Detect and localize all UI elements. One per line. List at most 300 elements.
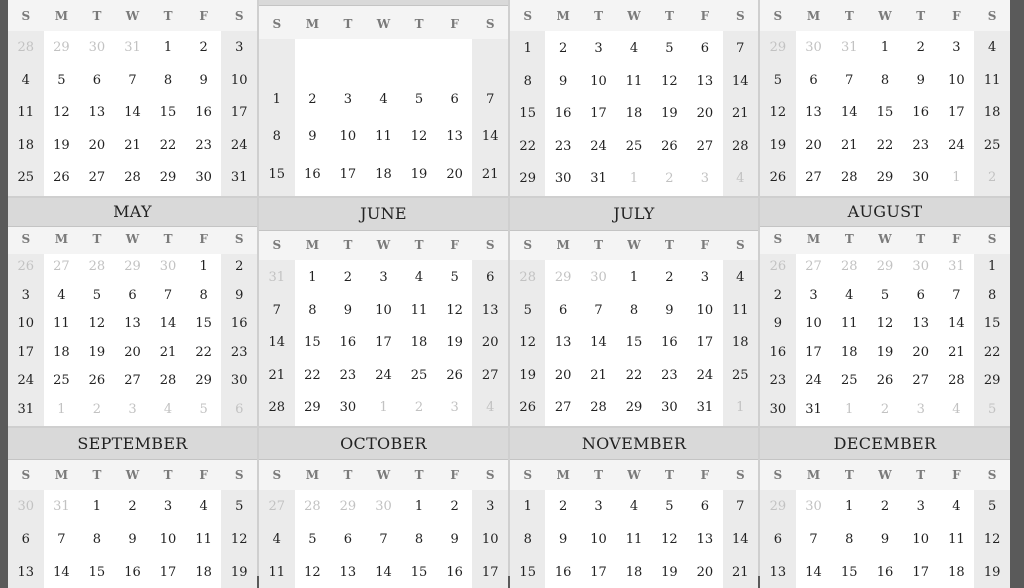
day-cell[interactable]: 9: [773, 316, 782, 331]
day-cell[interactable]: 12: [410, 129, 428, 144]
day-cell[interactable]: 8: [523, 532, 532, 547]
day-cell[interactable]: 4: [486, 400, 495, 415]
day-cell[interactable]: 18: [948, 565, 965, 580]
day-cell[interactable]: 20: [805, 137, 822, 153]
day-cell[interactable]: 5: [665, 41, 674, 56]
day-cell[interactable]: 9: [559, 532, 568, 547]
day-cell[interactable]: 29: [554, 270, 572, 285]
day-cell[interactable]: 17: [159, 565, 177, 580]
day-cell[interactable]: 8: [414, 532, 424, 547]
day-cell[interactable]: 8: [523, 73, 532, 89]
day-cell[interactable]: 26: [769, 170, 787, 185]
day-cell[interactable]: 2: [343, 270, 353, 285]
day-cell[interactable]: 12: [230, 532, 248, 547]
day-cell[interactable]: 26: [17, 259, 35, 274]
day-cell[interactable]: 30: [554, 171, 572, 186]
day-cell[interactable]: 6: [700, 41, 709, 56]
day-cell[interactable]: 24: [17, 373, 35, 388]
day-cell[interactable]: 30: [661, 400, 678, 415]
day-cell[interactable]: 11: [410, 302, 428, 318]
day-cell[interactable]: 4: [163, 401, 173, 417]
day-cell[interactable]: 5: [57, 72, 66, 88]
day-cell[interactable]: 26: [519, 400, 536, 415]
day-cell[interactable]: 7: [845, 72, 854, 88]
day-cell[interactable]: 11: [17, 105, 35, 120]
day-cell[interactable]: 28: [268, 400, 286, 415]
day-cell[interactable]: 10: [375, 302, 392, 318]
day-cell[interactable]: 4: [736, 171, 745, 186]
day-cell[interactable]: 18: [841, 344, 858, 360]
day-cell[interactable]: 13: [696, 73, 714, 89]
day-cell[interactable]: 12: [519, 335, 536, 350]
day-cell[interactable]: 17: [590, 106, 607, 121]
day-cell[interactable]: 15: [268, 166, 286, 182]
day-cell[interactable]: 31: [230, 170, 248, 185]
day-cell[interactable]: 1: [414, 499, 424, 514]
day-cell[interactable]: 18: [17, 137, 35, 153]
day-cell[interactable]: 4: [629, 41, 639, 56]
day-cell[interactable]: 24: [590, 138, 607, 154]
day-cell[interactable]: 2: [128, 499, 137, 514]
day-cell[interactable]: 12: [88, 316, 106, 331]
day-cell[interactable]: 9: [199, 72, 208, 88]
day-cell[interactable]: 13: [446, 129, 463, 144]
day-cell[interactable]: 5: [308, 532, 317, 547]
day-cell[interactable]: 5: [988, 499, 997, 514]
day-cell[interactable]: 1: [272, 91, 281, 107]
day-cell[interactable]: 27: [912, 373, 929, 388]
day-cell[interactable]: 18: [195, 565, 212, 580]
day-cell[interactable]: 1: [199, 259, 208, 274]
day-cell[interactable]: 2: [559, 499, 568, 514]
day-cell[interactable]: 3: [235, 40, 244, 55]
day-cell[interactable]: 16: [769, 344, 787, 360]
day-cell[interactable]: 3: [700, 171, 709, 186]
day-cell[interactable]: 26: [876, 373, 894, 388]
day-cell[interactable]: 26: [88, 373, 106, 388]
day-cell[interactable]: 6: [343, 532, 353, 547]
day-cell[interactable]: 31: [841, 40, 858, 55]
day-cell[interactable]: 13: [769, 565, 787, 580]
day-cell[interactable]: 23: [769, 373, 787, 388]
day-cell[interactable]: 20: [912, 344, 929, 360]
day-cell[interactable]: 29: [304, 400, 321, 415]
day-cell[interactable]: 9: [308, 129, 317, 144]
day-cell[interactable]: 12: [446, 302, 463, 318]
day-cell[interactable]: 20: [554, 367, 572, 383]
day-cell[interactable]: 11: [983, 72, 1001, 88]
day-cell[interactable]: 20: [446, 166, 463, 182]
day-cell[interactable]: 22: [304, 367, 321, 383]
day-cell[interactable]: 10: [17, 316, 35, 331]
day-cell[interactable]: 25: [841, 373, 858, 388]
day-cell[interactable]: 4: [21, 72, 30, 88]
day-cell[interactable]: 19: [876, 344, 894, 360]
day-cell[interactable]: 4: [952, 401, 961, 417]
day-cell[interactable]: 8: [308, 302, 317, 318]
day-cell[interactable]: 27: [805, 259, 822, 274]
day-cell[interactable]: 10: [912, 532, 929, 547]
day-cell[interactable]: 24: [696, 367, 714, 383]
day-cell[interactable]: 18: [732, 335, 749, 350]
day-cell[interactable]: 16: [554, 106, 572, 121]
day-cell[interactable]: 8: [880, 72, 890, 88]
day-cell[interactable]: 14: [124, 105, 141, 120]
day-cell[interactable]: 29: [159, 170, 177, 185]
day-cell[interactable]: 22: [159, 137, 177, 153]
day-cell[interactable]: 11: [841, 316, 858, 331]
day-cell[interactable]: 4: [988, 40, 997, 55]
day-cell[interactable]: 22: [625, 367, 643, 383]
day-cell[interactable]: 15: [983, 316, 1001, 331]
day-cell[interactable]: 13: [17, 565, 35, 580]
day-cell[interactable]: 7: [57, 532, 66, 547]
day-cell[interactable]: 17: [590, 565, 607, 580]
day-cell[interactable]: 14: [841, 105, 858, 120]
day-cell[interactable]: 17: [912, 565, 929, 580]
day-cell[interactable]: 8: [199, 287, 208, 303]
day-cell[interactable]: 3: [486, 499, 495, 514]
day-cell[interactable]: 29: [519, 171, 536, 186]
day-cell[interactable]: 6: [559, 302, 568, 318]
day-cell[interactable]: 29: [195, 373, 212, 388]
day-cell[interactable]: 30: [339, 400, 357, 415]
day-cell[interactable]: 3: [594, 41, 603, 56]
day-cell[interactable]: 27: [53, 259, 70, 274]
day-cell[interactable]: 6: [700, 499, 709, 514]
day-cell[interactable]: 30: [805, 499, 822, 514]
day-cell[interactable]: 28: [88, 259, 106, 274]
day-cell[interactable]: 29: [625, 400, 643, 415]
day-cell[interactable]: 4: [845, 287, 854, 303]
day-cell[interactable]: 20: [88, 137, 106, 153]
day-cell[interactable]: 13: [481, 302, 499, 318]
day-cell[interactable]: 6: [809, 72, 818, 88]
day-cell[interactable]: 13: [912, 316, 929, 331]
day-cell[interactable]: 7: [486, 91, 495, 107]
day-cell[interactable]: 21: [732, 106, 749, 121]
day-cell[interactable]: 13: [554, 335, 572, 350]
day-cell[interactable]: 9: [235, 287, 244, 303]
day-cell[interactable]: 21: [159, 344, 177, 360]
day-cell[interactable]: 19: [661, 565, 678, 580]
day-cell[interactable]: 28: [124, 170, 141, 185]
day-cell[interactable]: 7: [163, 287, 173, 303]
day-cell[interactable]: 16: [912, 105, 929, 120]
day-cell[interactable]: 22: [519, 138, 536, 154]
day-cell[interactable]: 1: [629, 270, 639, 285]
day-cell[interactable]: 21: [948, 344, 965, 360]
day-cell[interactable]: 2: [450, 499, 459, 514]
day-cell[interactable]: 27: [696, 138, 714, 154]
day-cell[interactable]: 1: [880, 40, 890, 55]
day-cell[interactable]: 2: [880, 401, 890, 417]
day-cell[interactable]: 25: [625, 138, 643, 154]
day-cell[interactable]: 3: [21, 287, 30, 303]
day-cell[interactable]: 10: [590, 73, 607, 89]
day-cell[interactable]: 15: [304, 335, 321, 350]
day-cell[interactable]: 6: [916, 287, 925, 303]
day-cell[interactable]: 3: [952, 40, 961, 55]
day-cell[interactable]: 22: [983, 344, 1001, 360]
day-cell[interactable]: 9: [450, 532, 459, 547]
day-cell[interactable]: 2: [988, 170, 997, 185]
day-cell[interactable]: 19: [446, 335, 463, 350]
day-cell[interactable]: 17: [230, 105, 248, 120]
day-cell[interactable]: 29: [339, 499, 357, 514]
day-cell[interactable]: 22: [876, 137, 894, 153]
day-cell[interactable]: 30: [159, 259, 177, 274]
day-cell[interactable]: 6: [128, 287, 137, 303]
day-cell[interactable]: 3: [700, 270, 709, 285]
day-cell[interactable]: 28: [948, 373, 965, 388]
day-cell[interactable]: 29: [876, 170, 894, 185]
day-cell[interactable]: 30: [88, 40, 106, 55]
day-cell[interactable]: 11: [53, 316, 70, 331]
day-cell[interactable]: 11: [195, 532, 212, 547]
day-cell[interactable]: 16: [661, 335, 678, 350]
day-cell[interactable]: 15: [88, 565, 106, 580]
day-cell[interactable]: 27: [554, 400, 572, 415]
day-cell[interactable]: 15: [519, 565, 536, 580]
day-cell[interactable]: 19: [519, 367, 536, 383]
day-cell[interactable]: 2: [414, 400, 424, 415]
day-cell[interactable]: 16: [124, 565, 141, 580]
day-cell[interactable]: 20: [124, 344, 141, 360]
day-cell[interactable]: 10: [696, 302, 714, 318]
day-cell[interactable]: 2: [308, 91, 317, 107]
day-cell[interactable]: 4: [272, 532, 281, 547]
day-cell[interactable]: 3: [343, 91, 353, 107]
day-cell[interactable]: 27: [805, 170, 822, 185]
day-cell[interactable]: 31: [948, 259, 965, 274]
day-cell[interactable]: 24: [375, 367, 392, 383]
day-cell[interactable]: 8: [163, 72, 173, 88]
day-cell[interactable]: 10: [805, 316, 822, 331]
day-cell[interactable]: 21: [481, 166, 499, 182]
day-cell[interactable]: 14: [159, 316, 177, 331]
day-cell[interactable]: 14: [375, 565, 392, 580]
day-cell[interactable]: 13: [339, 565, 357, 580]
day-cell[interactable]: 17: [696, 335, 714, 350]
day-cell[interactable]: 4: [952, 499, 961, 514]
day-cell[interactable]: 5: [665, 499, 674, 514]
day-cell[interactable]: 25: [410, 367, 428, 383]
day-cell[interactable]: 7: [952, 287, 961, 303]
day-cell[interactable]: 17: [948, 105, 965, 120]
day-cell[interactable]: 18: [625, 565, 643, 580]
day-cell[interactable]: 5: [414, 91, 424, 107]
day-cell[interactable]: 5: [235, 499, 244, 514]
day-cell[interactable]: 1: [629, 171, 639, 186]
day-cell[interactable]: 17: [481, 565, 499, 580]
day-cell[interactable]: 26: [53, 170, 70, 185]
day-cell[interactable]: 29: [769, 40, 787, 55]
day-cell[interactable]: 4: [736, 270, 745, 285]
day-cell[interactable]: 21: [841, 137, 858, 153]
day-cell[interactable]: 30: [912, 170, 929, 185]
day-cell[interactable]: 1: [523, 499, 532, 514]
day-cell[interactable]: 2: [880, 499, 890, 514]
day-cell[interactable]: 30: [375, 499, 392, 514]
day-cell[interactable]: 7: [809, 532, 818, 547]
day-cell[interactable]: 6: [235, 401, 244, 417]
day-cell[interactable]: 7: [128, 72, 137, 88]
day-cell[interactable]: 11: [375, 129, 392, 144]
day-cell[interactable]: 17: [805, 344, 822, 360]
day-cell[interactable]: 28: [841, 259, 858, 274]
day-cell[interactable]: 3: [809, 287, 818, 303]
day-cell[interactable]: 10: [339, 129, 357, 144]
day-cell[interactable]: 11: [732, 302, 749, 318]
day-cell[interactable]: 29: [124, 259, 141, 274]
day-cell[interactable]: 15: [159, 105, 177, 120]
day-cell[interactable]: 15: [876, 105, 894, 120]
day-cell[interactable]: 25: [17, 170, 35, 185]
day-cell[interactable]: 9: [665, 302, 674, 318]
day-cell[interactable]: 15: [410, 565, 428, 580]
day-cell[interactable]: 2: [235, 259, 244, 274]
day-cell[interactable]: 30: [769, 401, 787, 417]
day-cell[interactable]: 27: [268, 499, 286, 514]
day-cell[interactable]: 3: [450, 400, 459, 415]
day-cell[interactable]: 2: [665, 171, 674, 186]
day-cell[interactable]: 15: [625, 335, 643, 350]
day-cell[interactable]: 7: [272, 302, 281, 318]
day-cell[interactable]: 8: [629, 302, 639, 318]
day-cell[interactable]: 15: [195, 316, 212, 331]
day-cell[interactable]: 17: [375, 335, 392, 350]
day-cell[interactable]: 21: [268, 367, 286, 383]
day-cell[interactable]: 19: [230, 565, 248, 580]
day-cell[interactable]: 23: [230, 344, 248, 360]
day-cell[interactable]: 29: [769, 499, 787, 514]
day-cell[interactable]: 16: [195, 105, 212, 120]
day-cell[interactable]: 1: [845, 401, 854, 417]
day-cell[interactable]: 4: [414, 270, 424, 285]
day-cell[interactable]: 30: [912, 259, 929, 274]
day-cell[interactable]: 31: [268, 270, 286, 285]
day-cell[interactable]: 10: [948, 72, 965, 88]
day-cell[interactable]: 5: [92, 287, 102, 303]
day-cell[interactable]: 17: [17, 344, 35, 360]
day-cell[interactable]: 30: [805, 40, 822, 55]
day-cell[interactable]: 18: [375, 166, 392, 182]
day-cell[interactable]: 1: [379, 400, 388, 415]
day-cell[interactable]: 12: [983, 532, 1001, 547]
day-cell[interactable]: 12: [661, 532, 678, 547]
day-cell[interactable]: 12: [661, 73, 678, 89]
day-cell[interactable]: 30: [590, 270, 607, 285]
day-cell[interactable]: 28: [841, 170, 858, 185]
day-cell[interactable]: 26: [661, 138, 678, 154]
day-cell[interactable]: 26: [769, 259, 787, 274]
day-cell[interactable]: 5: [880, 287, 890, 303]
day-cell[interactable]: 7: [594, 302, 603, 318]
day-cell[interactable]: 19: [661, 106, 678, 121]
day-cell[interactable]: 2: [199, 40, 208, 55]
day-cell[interactable]: 14: [732, 73, 749, 89]
day-cell[interactable]: 13: [696, 532, 714, 547]
day-cell[interactable]: 7: [379, 532, 388, 547]
day-cell[interactable]: 5: [450, 270, 459, 285]
day-cell[interactable]: 10: [481, 532, 499, 547]
day-cell[interactable]: 9: [916, 72, 925, 88]
day-cell[interactable]: 13: [88, 105, 106, 120]
day-cell[interactable]: 14: [805, 565, 822, 580]
day-cell[interactable]: 18: [410, 335, 428, 350]
day-cell[interactable]: 14: [268, 335, 286, 350]
day-cell[interactable]: 16: [339, 335, 357, 350]
day-cell[interactable]: 16: [446, 565, 463, 580]
day-cell[interactable]: 6: [92, 72, 102, 88]
day-cell[interactable]: 1: [523, 41, 532, 56]
day-cell[interactable]: 31: [53, 499, 70, 514]
day-cell[interactable]: 25: [983, 137, 1001, 153]
day-cell[interactable]: 6: [486, 270, 495, 285]
day-cell[interactable]: 25: [732, 367, 749, 383]
day-cell[interactable]: 20: [696, 565, 714, 580]
day-cell[interactable]: 31: [805, 401, 822, 417]
day-cell[interactable]: 19: [53, 137, 70, 153]
day-cell[interactable]: 14: [732, 532, 749, 547]
day-cell[interactable]: 19: [88, 344, 106, 360]
day-cell[interactable]: 27: [481, 367, 499, 383]
day-cell[interactable]: 11: [268, 565, 286, 580]
day-cell[interactable]: 24: [948, 137, 965, 153]
day-cell[interactable]: 28: [519, 270, 536, 285]
day-cell[interactable]: 1: [845, 499, 854, 514]
day-cell[interactable]: 3: [916, 499, 925, 514]
day-cell[interactable]: 12: [304, 565, 321, 580]
day-cell[interactable]: 26: [446, 367, 463, 383]
day-cell[interactable]: 19: [769, 137, 787, 153]
day-cell[interactable]: 4: [199, 499, 208, 514]
day-cell[interactable]: 1: [163, 40, 173, 55]
day-cell[interactable]: 6: [773, 532, 782, 547]
day-cell[interactable]: 30: [230, 373, 248, 388]
day-cell[interactable]: 10: [590, 532, 607, 547]
day-cell[interactable]: 28: [159, 373, 177, 388]
day-cell[interactable]: 13: [124, 316, 141, 331]
day-cell[interactable]: 3: [128, 401, 137, 417]
day-cell[interactable]: 2: [559, 41, 568, 56]
day-cell[interactable]: 5: [523, 302, 532, 318]
day-cell[interactable]: 19: [410, 166, 428, 182]
day-cell[interactable]: 27: [88, 170, 106, 185]
day-cell[interactable]: 12: [53, 105, 70, 120]
day-cell[interactable]: 7: [736, 499, 745, 514]
day-cell[interactable]: 8: [845, 532, 854, 547]
day-cell[interactable]: 23: [554, 138, 572, 154]
day-cell[interactable]: 28: [304, 499, 321, 514]
day-cell[interactable]: 22: [195, 344, 212, 360]
day-cell[interactable]: 5: [988, 401, 997, 417]
day-cell[interactable]: 1: [988, 259, 997, 274]
day-cell[interactable]: 21: [732, 565, 749, 580]
day-cell[interactable]: 16: [876, 565, 894, 580]
day-cell[interactable]: 12: [769, 105, 787, 120]
day-cell[interactable]: 23: [339, 367, 357, 383]
day-cell[interactable]: 4: [629, 499, 639, 514]
day-cell[interactable]: 2: [916, 40, 925, 55]
day-cell[interactable]: 19: [983, 565, 1001, 580]
day-cell[interactable]: 1: [57, 401, 66, 417]
day-cell[interactable]: 9: [559, 73, 568, 89]
day-cell[interactable]: 18: [625, 106, 643, 121]
day-cell[interactable]: 21: [124, 137, 141, 153]
day-cell[interactable]: 1: [952, 170, 961, 185]
